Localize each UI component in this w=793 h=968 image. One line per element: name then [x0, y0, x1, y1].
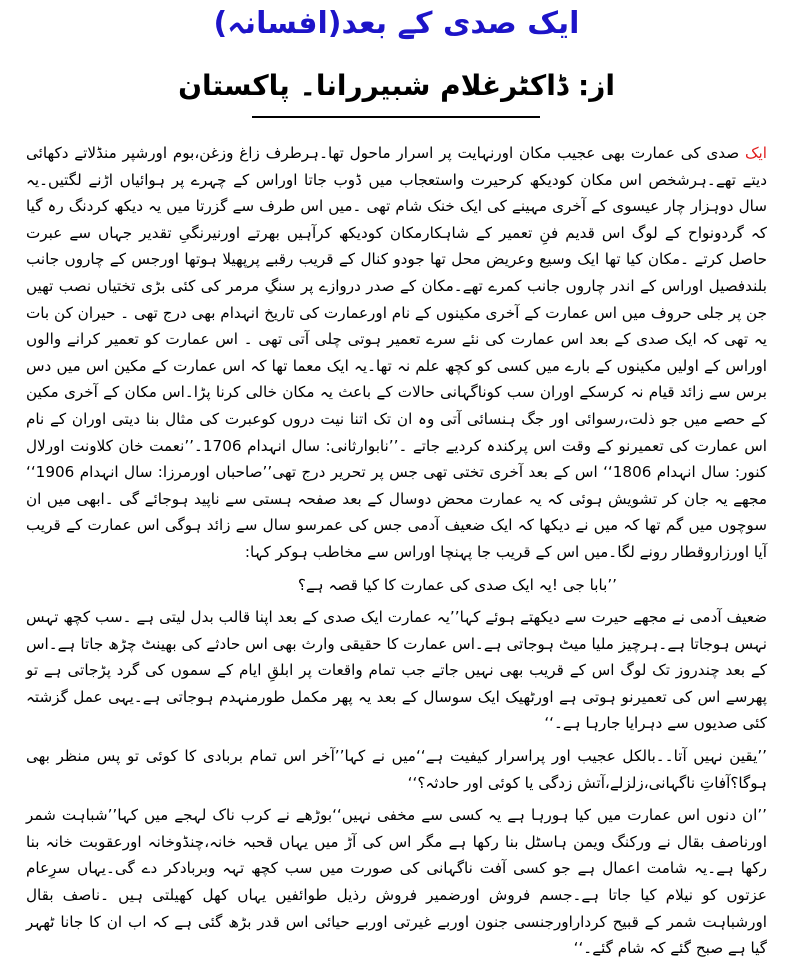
- paragraph-1-text-d: ‘‘ مجھے یہ جان کر تشویش ہوئی کہ یہ عمارت محض دوسال کے بعد صفحہ ہستی سے ناپید ہوجائے گی ۔ابھی میں ان سوچوں میں گم تھا کہ میں نے دیکھا کہ ایک ضعیف آدمی جس کی عمرسو سال سے زائد ہوگی اس عمارت کے قریب آیا اورزاروقطار رونے لگا۔میں اس کے قریب جا پہنچا اوراس سے مخاطب ہوکر کہا:: [26, 463, 767, 561]
- paragraph-3: ’’یقین نہیں آتا۔۔بالکل عجیب اور پراسرار کیفیت ہے‘‘میں نے کہا’’آخر اس تمام بربادی کا کوئی تو پس منظر بھی ہوگا؟آفاتِ ناگہانی،زلزلے،آتش زدگی یا کوئی اور حادثہ؟‘‘: [26, 747, 767, 792]
- paragraph-4: ’’ان دنوں اس عمارت میں کیا ہورہا ہے یہ کسی سے مخفی نہیں‘‘بوڑھے نے کرب ناک لہجے میں کہا’’شباہت شمر اورناصف بقال نے ورکنگ ویمن ہاسٹل بنا رکھا ہے مگر اس کی آڑ میں یہاں قحبہ خانہ،چنڈوخانہ اورعقوبت خانہ بنا رکھا ہے۔یہ شامت اعمال ہے جو کسی آفت ناگہانی کی صورت میں سب کچھ تہہ وبربادکر دے گی۔یہاں سرِعام عزتوں کو نیلام کیا جاتا ہے۔جسم فروش اورضمیر فروش رذیل طوائفیں یہاں کھل کھیلتی ہیں ۔ناصف بقال اورشباہت شمر کے قبیح کرداراورجنسی جنون اوربے غیرتی اوربے حیائی اس قدر بڑھ گئی ہے کہ اب ان کا جانا ٹھہر گیا ہے صبح گئے کہ شام گئے۔‘‘: [26, 806, 767, 958]
- paragraph-1-text-c: ‘‘ اس کے بعد آخری تختی تھی جس پر تحریر درج تھی’’صاحباں اورمرزا: سال انہدام: [79, 463, 613, 482]
- paragraph-1: [26, 140, 767, 566]
- paragraph-1-text: صدی کی عمارت بھی عجیب مکان اورنہایت پر اسرار ماحول تھا۔ہرطرف زاغ وزغن،بوم اورشپر منڈلاتے دکھائی دیتے تھے۔ہرشخص اس مکان کودیکھ کرحیرت واستعجاب میں ڈوب جاتا اوراس کے چہرے پر ہوائیاں اڑنے لگتیں۔یہ سال دوہزار چار عیسوی کے آخری مہینے کی ایک خنک شام تھی ۔میں اس طرف سے گزرتا میں یہ دیکھ کردنگ رہ گیا کہ گردونواح کے لوگ اس قدیم فنِ تعمیر کے شاہکارمکان کودیکھ کرآہیں بھرتے اورنیرنگیِ تقدیر جہاں سے عبرت حاصل کرتے ۔مکان کیا تھا ایک وسیع وعریض محل تھا جودو کنال کے قریب رقبے پرپھیلا ہوتھا اورجس کے چاروں جانب بلندفصیل اوراس کے اندر چاروں جانب کمرے تھے۔مکان کے صدر دروازے پر سنگِ مرمر کی کئی بڑی تختیاں نصب تھیں جن پر جلی حروف میں اس عمارت کے آخری مکینوں کے نام اورعمارت کی تاریخ انہدام بھی درج تھی ۔ حیران کن بات یہ تھی کہ ایک صدی کے بعد اس عمارت کی نئے سرے تعمیر ہوتی چلی آتی تھی ۔ اس عمارت کو تعمیر کرانے والوں اوراس کے اولیں مکینوں کے بارے میں کسی کو کچھ علم نہ تھا۔یہ ایک معما تھا کہ اس عمارت کے مکین اس میں دس برس سے زائد قیام نہ کرسکے اوران سب کوناگہانی حالات کے باعث یہ مکان خالی کرنا پڑا۔اس مکان کے آخری مکین کے حصے میں جو ذلت،رسوائی اور جگ ہنسائی آتی وہ ان تک اتنا نیت دروں کوعبرت کی مثال بنا دیتی اوران کے نام اس عمارت کی تعمیرنو کے وقت اس پرکندہ کردیے جاتے ۔’’نابوارثانی: سال انہدام: [26, 144, 767, 455]
- question-1: ’’بابا جی !یہ ایک صدی کی عمارت کا کیا قصہ ہے؟: [297, 575, 617, 594]
- author-byline: از: ڈاکٹرغلام شبیررانا۔ پاکستان: [178, 69, 615, 102]
- year-1906: 1906: [35, 463, 75, 482]
- paragraph-2: ضعیف آدمی نے مجھے حیرت سے دیکھتے ہوئے کہا’’یہ عمارت ایک صدی کے بعد اپنا قالب بدل لیتی ہے ۔سب کچھ تہس نہس ہوجاتا ہے۔ہرچیز ملیا میٹ ہوجاتی ہے۔اس عمارت کا حقیقی وارث بھی اس حادثے کی بھینٹ چڑھ جاتا ہے۔اس کے بعد چندروز تک لوگ اس کے قریب بھی نہیں جاتے جب تمام واقعات پر ابلقِ ایام کے سموں کی گرد پڑجاتی ہے تو پھرسے اس کی تعمیرنو ہوتی ہے اورٹھیک ایک سوسال کے بعد یہ پھر مکمل طورمنہدم ہوجاتی ہے۔یہی عمل گزشتہ کئی صدیوں سے دہرایا جارہا ہے۔‘‘: [26, 608, 767, 733]
- year-1806: 1806: [612, 463, 652, 482]
- paragraph-1-text-b: ۔’’نعمت خان کلاونت اورلال کنور: سال انہدام: [26, 436, 768, 482]
- page-title: ایک صدی کے بعد(افسانہ): [213, 6, 580, 41]
- year-1706: 1706: [202, 436, 242, 455]
- story-body: [26, 140, 767, 968]
- first-word-emphasis: ایک: [744, 144, 768, 162]
- byline-underline: [252, 116, 540, 118]
